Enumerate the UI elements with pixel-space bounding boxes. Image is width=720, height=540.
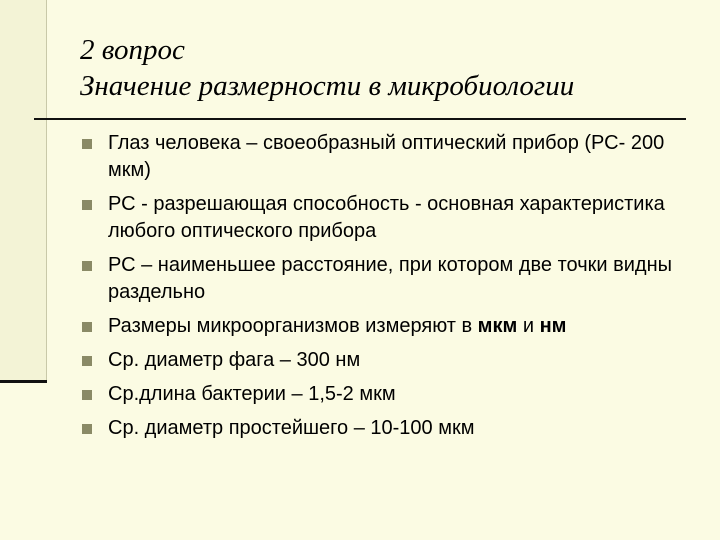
left-divider-line xyxy=(46,0,47,382)
bullet-text: Ср. диаметр простейшего – 10-100 мкм xyxy=(108,417,475,439)
bullet-item xyxy=(80,191,700,245)
slide-title xyxy=(80,32,574,104)
bullet-item xyxy=(80,381,700,408)
bullet-text: РС - разрешающая способность - основная характеристика любого оптического прибора xyxy=(108,193,665,242)
square-bullet-icon xyxy=(82,322,92,332)
title-line-2: Значение размерности в микробиологии xyxy=(80,70,575,102)
bullet-text: Ср. диаметр фага – 300 нм xyxy=(108,349,361,371)
bullet-item xyxy=(80,313,700,340)
square-bullet-icon xyxy=(82,261,92,271)
square-bullet-icon xyxy=(82,424,92,434)
title-line-1: 2 вопрос xyxy=(80,34,185,66)
title-underline xyxy=(34,118,686,120)
bullet-item xyxy=(80,415,700,442)
bullet-item xyxy=(80,347,700,374)
bullet-text: Ср.длина бактерии – 1,5-2 мкм xyxy=(108,383,396,405)
square-bullet-icon xyxy=(82,200,92,210)
square-bullet-icon xyxy=(82,356,92,366)
bullet-text-mid: и xyxy=(517,315,540,337)
bullet-item xyxy=(80,130,700,184)
bullet-item xyxy=(80,252,700,306)
left-accent-line xyxy=(0,380,47,383)
bullet-bold-unit: нм xyxy=(539,315,567,337)
bullet-list xyxy=(80,130,700,449)
bullet-bold-unit: мкм xyxy=(477,315,518,337)
bullet-text: Глаз человека – своеобразный оптический прибор (РС- 200 мкм) xyxy=(108,132,665,181)
bullet-text: РС – наименьшее расстояние, при котором две точки видны раздельно xyxy=(108,254,673,303)
square-bullet-icon xyxy=(82,390,92,400)
square-bullet-icon xyxy=(82,139,92,149)
left-decor-block xyxy=(0,0,46,380)
bullet-text-pre: Размеры микроорганизмов измеряют в xyxy=(108,315,478,337)
